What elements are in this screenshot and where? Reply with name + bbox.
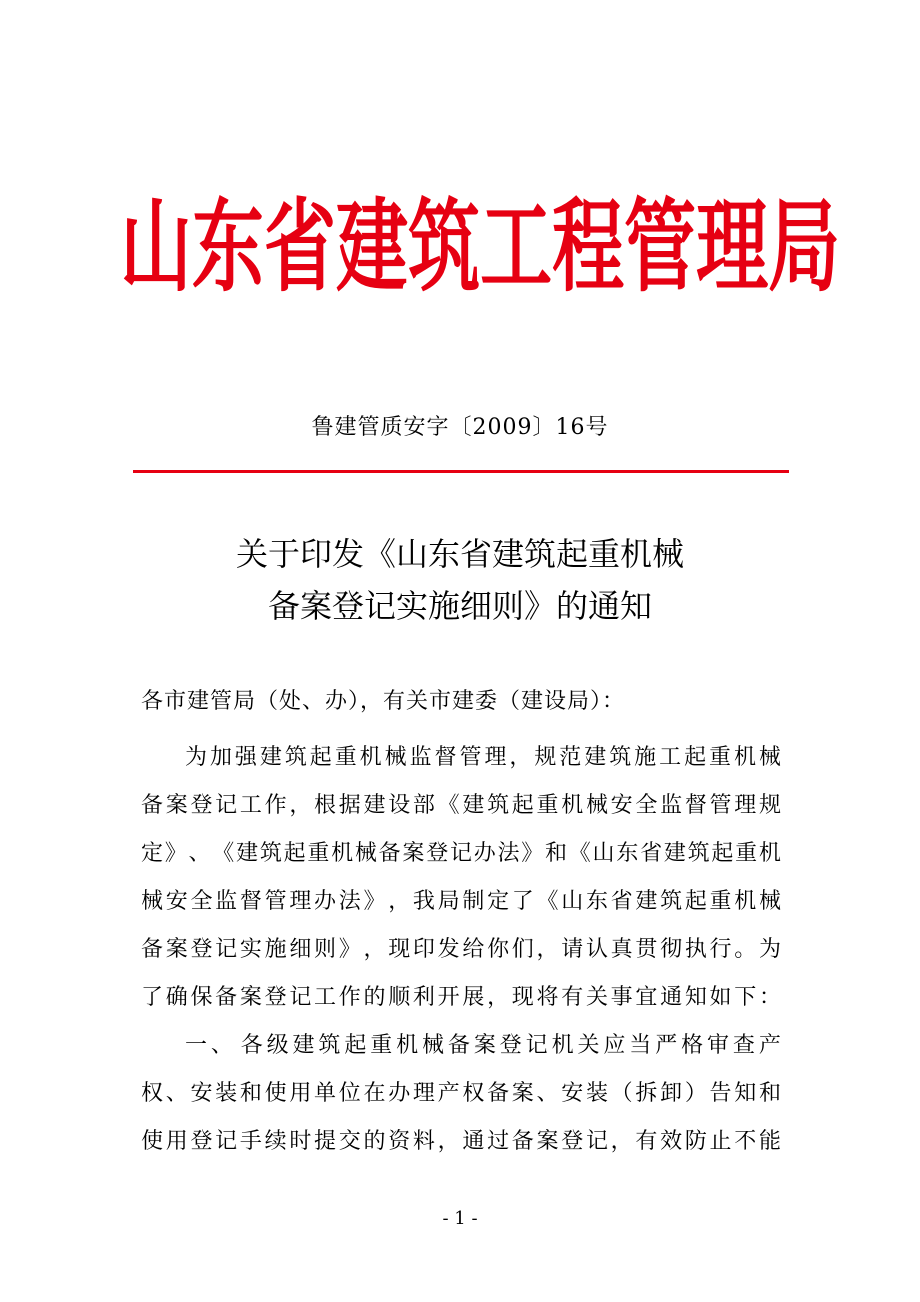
masthead-char: 理 — [696, 187, 769, 306]
masthead-title — [120, 178, 841, 306]
document-number: 鲁建管质安字〔2009〕16号 — [311, 415, 609, 440]
paragraph-line: 了 确 保 备 案 登 记 工 作 的 顺 利 开 展 ， 现 将 有 关 事 宜 通 知 如 下 ： — [141, 985, 781, 1010]
masthead-char: 山 — [120, 187, 193, 306]
body-paragraph-2 — [141, 1022, 781, 1166]
paragraph-line: 使 用 登 记 手 续 时 提 交 的 资 料 ， 通 过 备 案 登 记 ， 有 效 防 止 不 能 — [141, 1129, 781, 1154]
masthead-char: 东 — [192, 187, 265, 306]
masthead-char: 省 — [264, 187, 337, 306]
page-number: - 1 - — [442, 1208, 478, 1229]
paragraph-line: 定 》 、 《 建 筑 起 重 机 械 备 案 登 记 办 法 》 和 《 山 东 省 建 筑 起 重 机 — [141, 841, 781, 866]
body-paragraph-1 — [141, 734, 781, 1022]
paragraph-line: 械 安 全 监 督 管 理 办 法 》 ， 我 局 制 定 了 《 山 东 省 建 筑 起 重 机 械 — [141, 889, 781, 914]
paragraph-line: 备 案 登 记 实 施 细 则 》 ， 现 印 发 给 你 们 ， 请 认 真 贯 彻 执 行 。 为 — [141, 937, 781, 962]
masthead-char: 工 — [480, 187, 553, 306]
masthead-char: 管 — [624, 187, 697, 306]
masthead-char: 筑 — [408, 187, 481, 306]
masthead-char: 程 — [552, 187, 625, 306]
notice-title-line-2: 备案登记实施细则》的通知 — [267, 587, 652, 625]
notice-title — [0, 528, 920, 632]
notice-title-line-1: 关于印发《山东省建筑起重机械 — [235, 535, 684, 573]
masthead-char: 局 — [768, 187, 841, 306]
paragraph-line: 权 、 安 装 和 使 用 单 位 在 办 理 产 权 备 案 、 安 装 （ 拆 卸 ） 告 知 和 — [141, 1081, 781, 1106]
masthead-char: 建 — [336, 187, 409, 306]
salutation: 各市建管局（处、办），有关市建委（建设局）： — [141, 689, 626, 714]
red-divider-line — [133, 470, 789, 473]
paragraph-line: 备 案 登 记 工 作 ， 根 据 建 设 部 《 建 筑 起 重 机 械 安 全 监 督 管 理 规 — [141, 793, 781, 818]
paragraph-line: 一 、 各 级 建 筑 起 重 机 械 备 案 登 记 机 关 应 当 严 格 审 查 产 — [185, 1033, 781, 1058]
paragraph-line: 为 加 强 建 筑 起 重 机 械 监 督 管 理 ， 规 范 建 筑 施 工 起 重 机 械 — [185, 745, 781, 770]
